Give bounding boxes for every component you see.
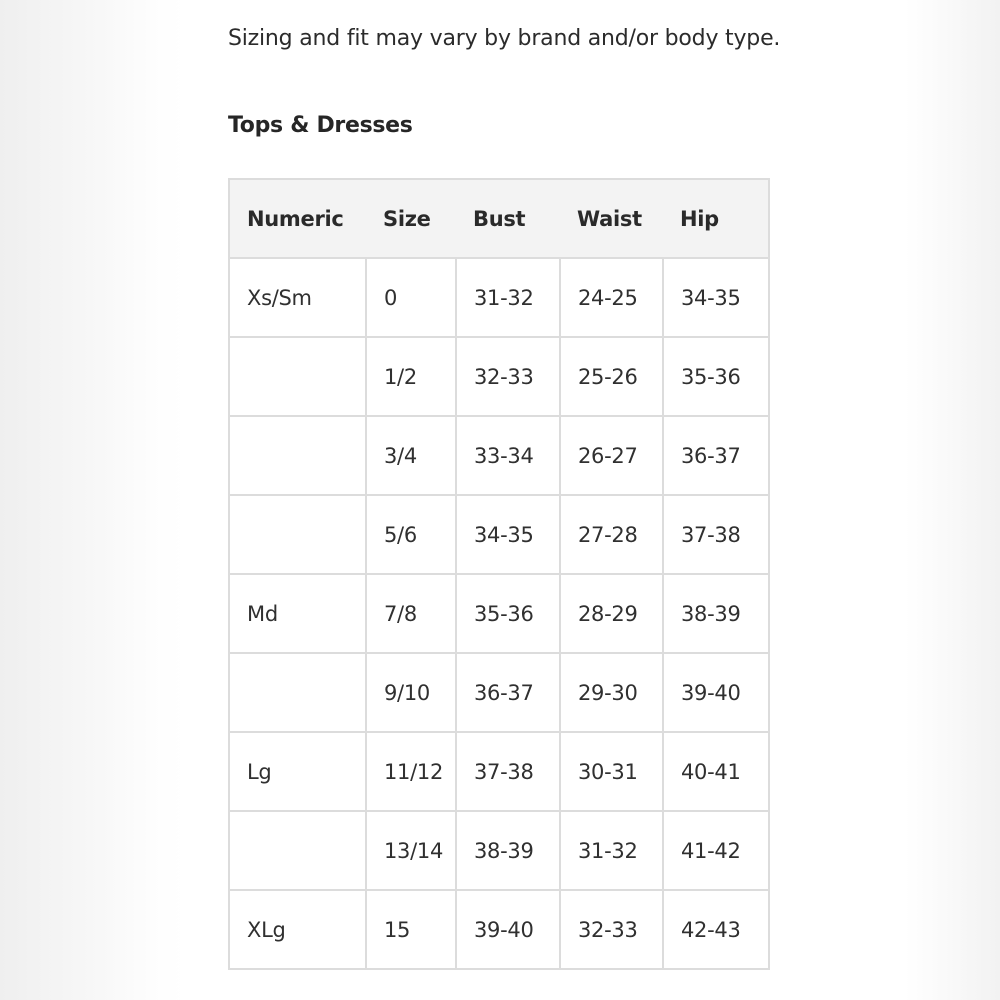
cell-size: 5/6 — [366, 495, 456, 574]
table-row — [229, 416, 769, 495]
cell-waist: 31-32 — [560, 811, 663, 890]
cell-bust: 32-33 — [456, 337, 560, 416]
cell-waist: 27-28 — [560, 495, 663, 574]
table-row — [229, 574, 769, 653]
table-header-row — [229, 179, 769, 258]
cell-size: 13/14 — [366, 811, 456, 890]
cell-hip: 39-40 — [663, 653, 769, 732]
cell-hip: 34-35 — [663, 258, 769, 337]
cell-waist: 25-26 — [560, 337, 663, 416]
cell-waist: 30-31 — [560, 732, 663, 811]
cell-bust: 39-40 — [456, 890, 560, 969]
cell-size: 0 — [366, 258, 456, 337]
header-bust: Bust — [456, 179, 560, 258]
cell-numeric — [229, 653, 366, 732]
table-row — [229, 495, 769, 574]
table-row — [229, 653, 769, 732]
header-waist: Waist — [560, 179, 663, 258]
cell-numeric — [229, 337, 366, 416]
cell-size: 15 — [366, 890, 456, 969]
section-title: Tops & Dresses — [228, 113, 413, 138]
cell-numeric — [229, 811, 366, 890]
cell-bust: 31-32 — [456, 258, 560, 337]
cell-waist: 28-29 — [560, 574, 663, 653]
cell-waist: 26-27 — [560, 416, 663, 495]
cell-hip: 37-38 — [663, 495, 769, 574]
cell-bust: 37-38 — [456, 732, 560, 811]
size-chart-table — [228, 178, 770, 970]
cell-bust: 33-34 — [456, 416, 560, 495]
cell-size: 7/8 — [366, 574, 456, 653]
cell-size: 9/10 — [366, 653, 456, 732]
cell-hip: 35-36 — [663, 337, 769, 416]
cell-waist: 29-30 — [560, 653, 663, 732]
header-numeric: Numeric — [229, 179, 366, 258]
sizing-disclaimer: Sizing and fit may vary by brand and/or body type. — [228, 26, 781, 51]
cell-bust: 35-36 — [456, 574, 560, 653]
cell-size: 11/12 — [366, 732, 456, 811]
cell-numeric: XLg — [229, 890, 366, 969]
cell-numeric — [229, 416, 366, 495]
cell-bust: 36-37 — [456, 653, 560, 732]
cell-numeric: Xs/Sm — [229, 258, 366, 337]
header-size: Size — [366, 179, 456, 258]
cell-hip: 36-37 — [663, 416, 769, 495]
cell-numeric — [229, 495, 366, 574]
cell-bust: 38-39 — [456, 811, 560, 890]
cell-numeric: Md — [229, 574, 366, 653]
table-row — [229, 258, 769, 337]
cell-size: 1/2 — [366, 337, 456, 416]
header-hip: Hip — [663, 179, 769, 258]
cell-hip: 42-43 — [663, 890, 769, 969]
cell-waist: 24-25 — [560, 258, 663, 337]
table-row — [229, 890, 769, 969]
cell-bust: 34-35 — [456, 495, 560, 574]
cell-hip: 41-42 — [663, 811, 769, 890]
cell-hip: 38-39 — [663, 574, 769, 653]
table-row — [229, 811, 769, 890]
cell-hip: 40-41 — [663, 732, 769, 811]
cell-waist: 32-33 — [560, 890, 663, 969]
table-row — [229, 732, 769, 811]
cell-numeric: Lg — [229, 732, 366, 811]
cell-size: 3/4 — [366, 416, 456, 495]
table-row — [229, 337, 769, 416]
